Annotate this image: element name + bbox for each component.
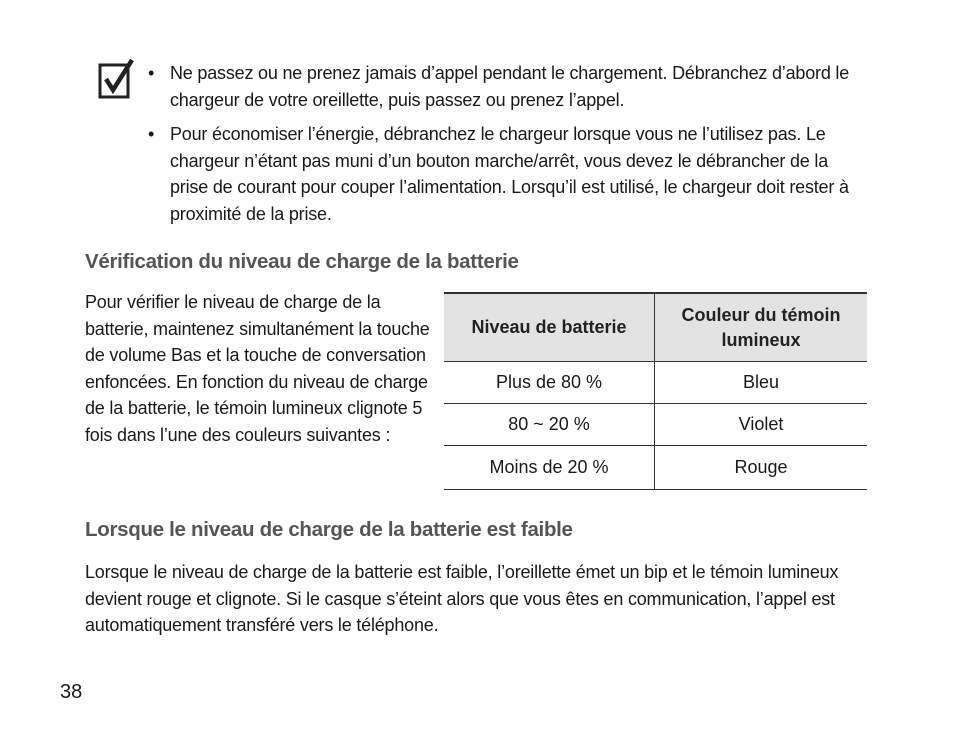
note-bullet-item bbox=[148, 60, 868, 113]
note-bullet-text: Ne passez ou ne prenez jamais d’appel pendant le chargement. Débranchez d’abord le chargeur de votre oreillette, puis passez ou prenez l’appel. bbox=[170, 63, 850, 110]
section-heading-low-battery: Lorsque le niveau de charge de la batterie est faible bbox=[85, 518, 573, 541]
bullet-dot: • bbox=[148, 124, 155, 144]
low-battery-paragraph: Lorsque le niveau de charge de la batterie est faible, l’oreillette émet un bip et le témoin lumineux devient rouge et clignote. Si le casque s’éteint alors que vous êtes en communication, l’appel est automatiquement transféré vers le téléphone. bbox=[85, 562, 839, 635]
page-number: 38 bbox=[60, 681, 83, 703]
table-cell: Violet bbox=[655, 404, 868, 446]
table-cell: 80 ~ 20 % bbox=[444, 404, 655, 446]
verification-paragraph: Pour vérifier le niveau de charge de la batterie, maintenez simultanément la touche de volume Bas et la touche de conversation enfoncées. En fonction du niveau de charge de la batterie, le témoin lumineux clignote 5 fois dans l’une des couleurs suivantes : bbox=[85, 292, 430, 445]
section-heading-verification: Vérification du niveau de charge de la batterie bbox=[85, 250, 519, 273]
table-row bbox=[444, 404, 867, 446]
table-header-row bbox=[444, 293, 867, 362]
bullet-dot: • bbox=[148, 63, 155, 83]
note-bullet-list bbox=[148, 60, 868, 235]
table-cell: Rouge bbox=[655, 446, 868, 490]
battery-level-table bbox=[444, 292, 867, 490]
column-header: Niveau de batterie bbox=[444, 293, 655, 362]
note-bullet-text: Pour économiser l’énergie, débranchez le chargeur lorsque vous ne l’utilisez pas. Le chargeur n’étant pas muni d’un bouton marche/arrêt, vous devez le débrancher de la prise de courant pour couper l’alimentation. Lorsqu’il est utilisé, le chargeur doit rester à proximité de la prise. bbox=[170, 124, 849, 224]
table-row bbox=[444, 362, 867, 404]
table-cell: Plus de 80 % bbox=[444, 362, 655, 404]
note-bullet-item bbox=[148, 121, 868, 227]
checkbox-note-icon bbox=[98, 58, 134, 100]
table-cell: Bleu bbox=[655, 362, 868, 404]
table-cell: Moins de 20 % bbox=[444, 446, 655, 490]
table-row bbox=[444, 446, 867, 490]
column-header: Couleur du témoin lumineux bbox=[655, 293, 868, 362]
